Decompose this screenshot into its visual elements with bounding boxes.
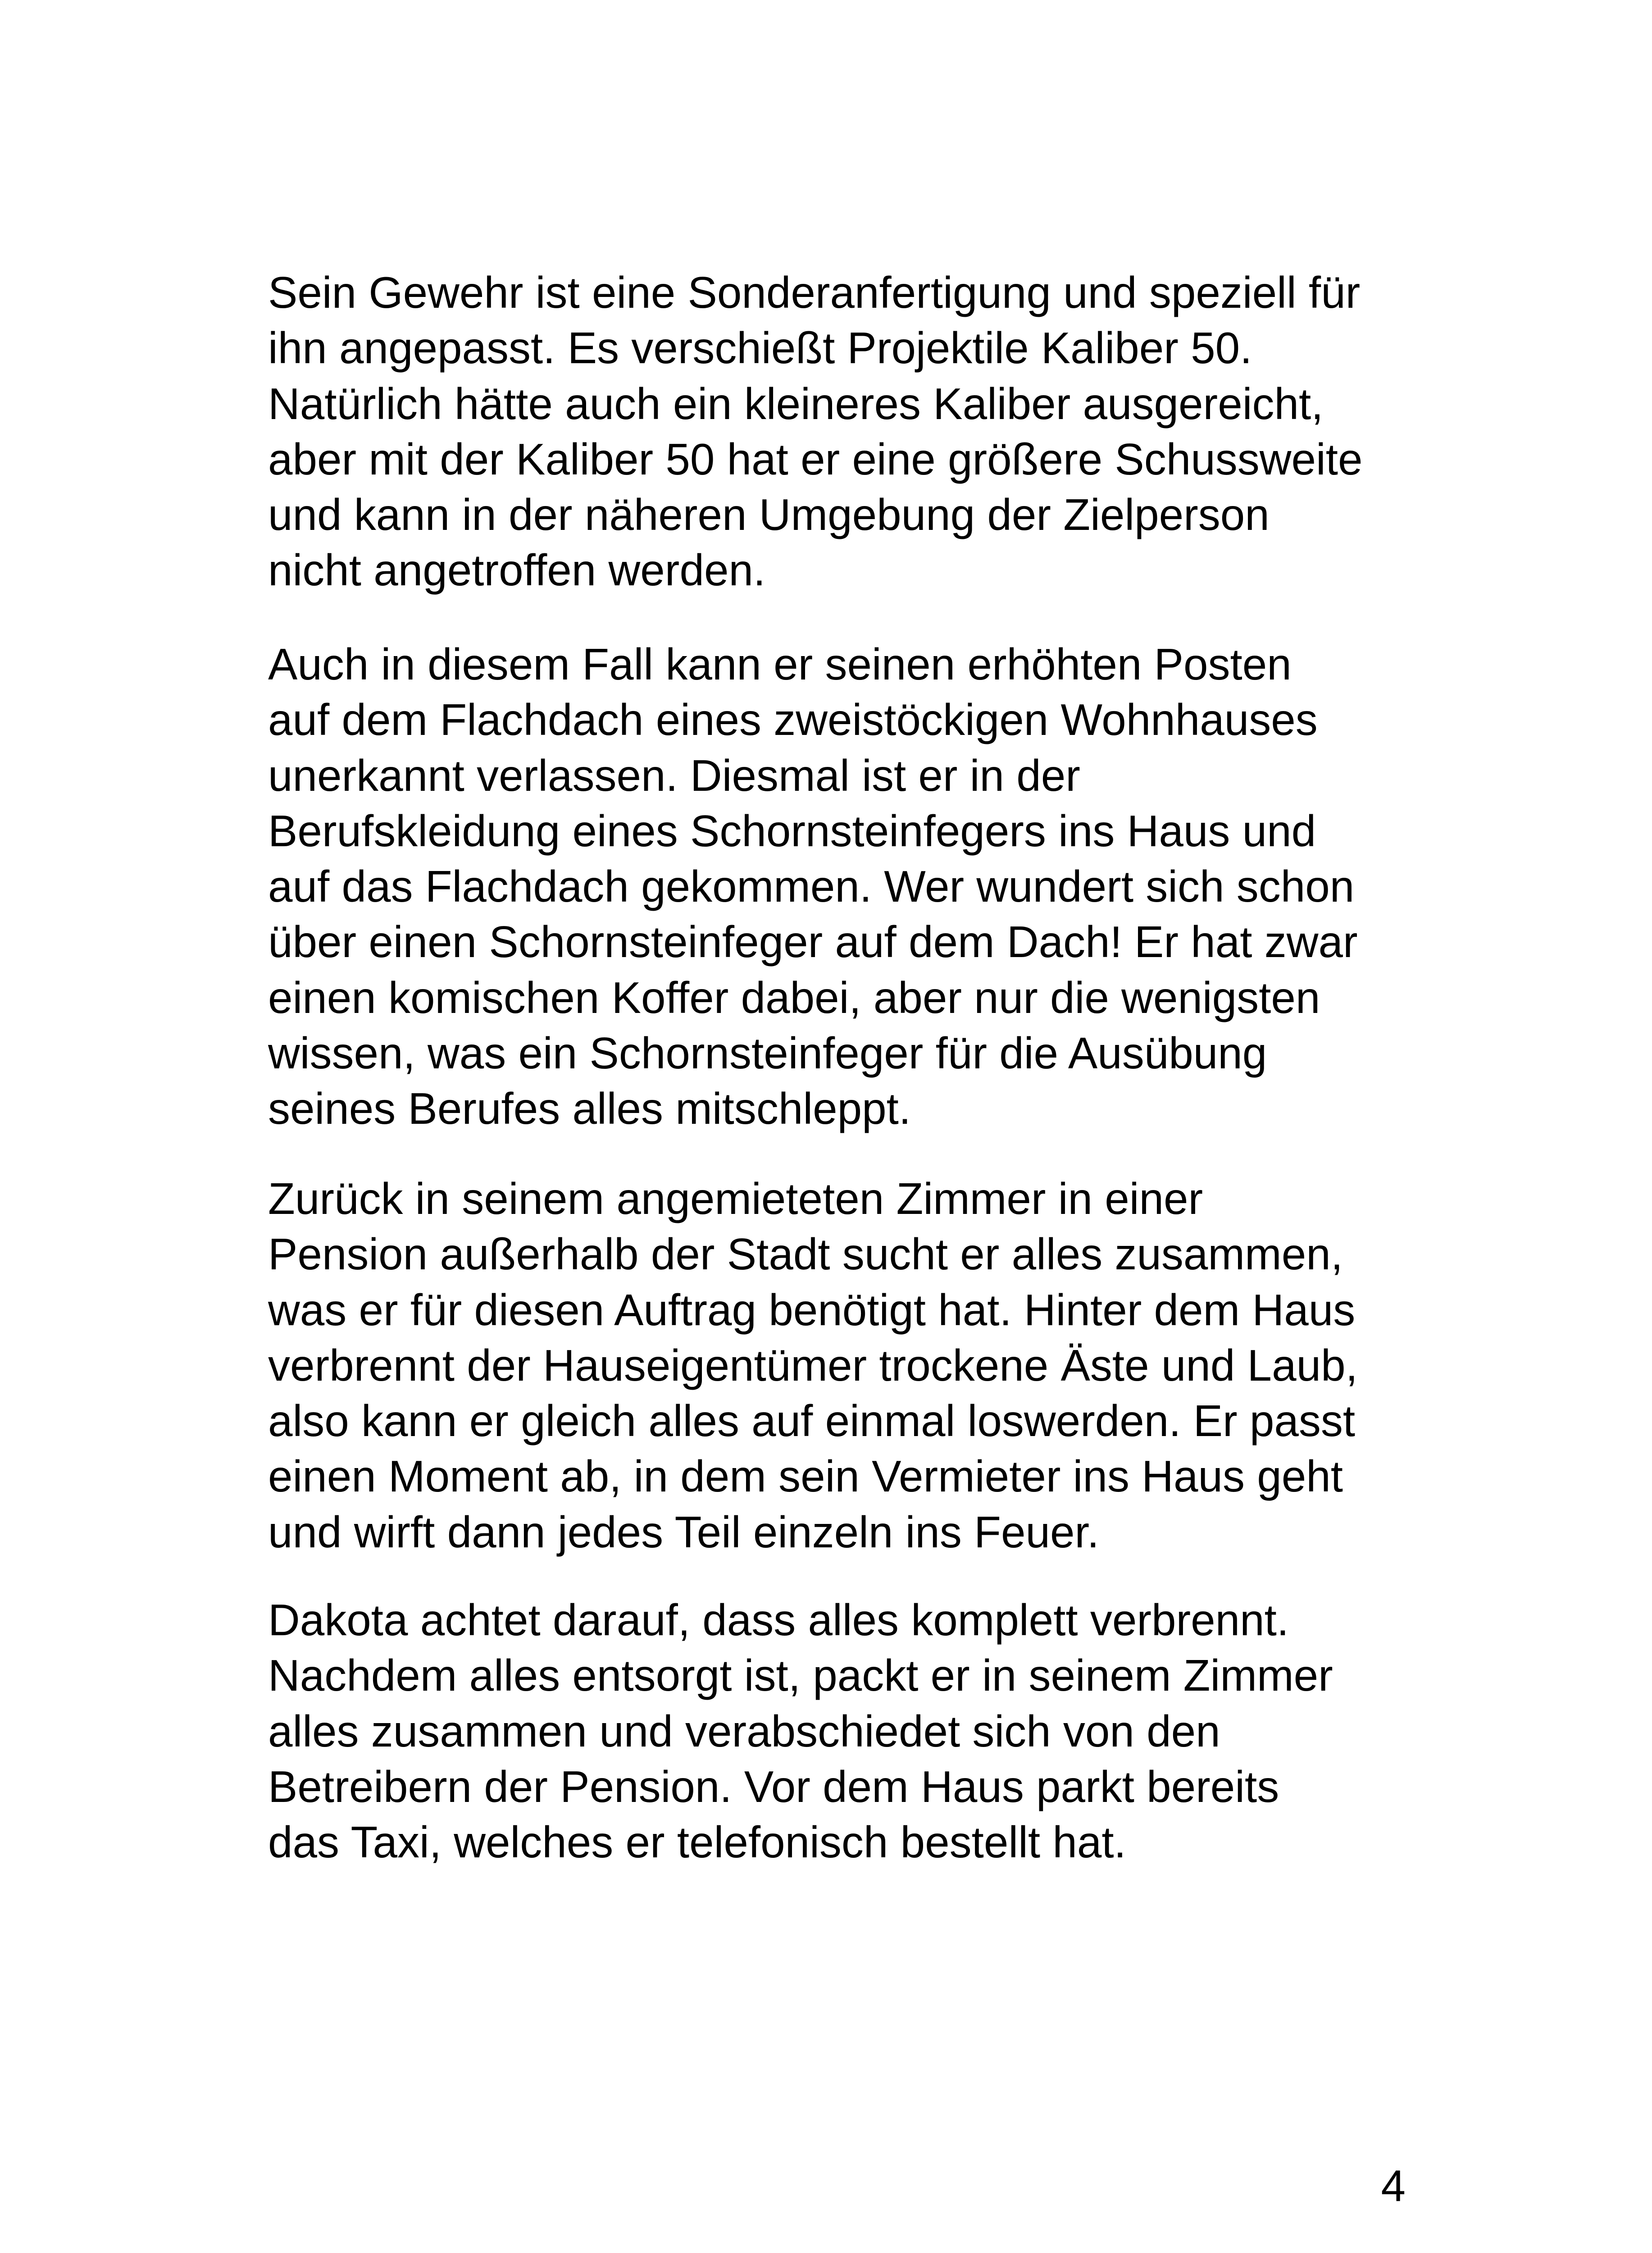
text-line: einen Moment ab, in dem sein Vermieter ins Haus geht [268, 1451, 1343, 1501]
text-line: unerkannt verlassen. Diesmal ist er in der [268, 750, 1080, 800]
text-line: das Taxi, welches er telefonisch bestellt hat. [268, 1817, 1126, 1867]
paragraph-4 [268, 1592, 1333, 1870]
paragraph-3 [268, 1171, 1358, 1560]
page-number: 4 [1381, 2161, 1406, 2211]
text-line: verbrennt der Hauseigentümer trockene Äste und Laub, [268, 1340, 1358, 1390]
text-line: alles zusammen und verabschiedet sich von den [268, 1706, 1220, 1756]
text-line: und wirft dann jedes Teil einzeln ins Feuer. [268, 1507, 1099, 1557]
text-line: Sein Gewehr ist eine Sonderanfertigung und speziell für [268, 268, 1361, 317]
text-line: wissen, was ein Schornsteinfeger für die Ausübung [268, 1028, 1267, 1078]
text-line: Auch in diesem Fall kann er seinen erhöhten Posten [268, 639, 1292, 689]
text-line: Berufskleidung eines Schornsteinfegers ins Haus und [268, 806, 1316, 856]
text-line: Pension außerhalb der Stadt sucht er alles zusammen, [268, 1229, 1343, 1279]
paragraph-2 [268, 637, 1358, 1137]
text-line: aber mit der Kaliber 50 hat er eine größere Schussweite [268, 434, 1363, 484]
text-line: Nachdem alles entsorgt ist, packt er in seinem Zimmer [268, 1651, 1333, 1701]
text-line: nicht angetroffen werden. [268, 545, 766, 595]
text-line: und kann in der näheren Umgebung der Zielperson [268, 490, 1270, 540]
text-line: über einen Schornsteinfeger auf dem Dach! Er hat zwar [268, 917, 1358, 967]
text-line: Dakota achtet darauf, dass alles komplett verbrennt. [268, 1595, 1289, 1645]
text-line: Natürlich hätte auch ein kleineres Kaliber ausgereicht, [268, 379, 1324, 429]
text-line: was er für diesen Auftrag benötigt hat. Hinter dem Haus [268, 1285, 1356, 1335]
text-line: einen komischen Koffer dabei, aber nur die wenigsten [268, 972, 1320, 1022]
text-line: also kann er gleich alles auf einmal loswerden. Er passt [268, 1396, 1356, 1446]
text-line: Betreibern der Pension. Vor dem Haus parkt bereits [268, 1761, 1279, 1811]
text-line: seines Berufes alles mitschleppt. [268, 1084, 911, 1134]
text-line: auf dem Flachdach eines zweistöckigen Wohnhauses [268, 695, 1318, 745]
paragraph-1 [268, 265, 1362, 598]
text-line: ihn angepasst. Es verschießt Projektile Kaliber 50. [268, 323, 1252, 373]
text-line: auf das Flachdach gekommen. Wer wundert sich schon [268, 862, 1355, 912]
text-line: Zurück in seinem angemieteten Zimmer in einer [268, 1174, 1203, 1223]
